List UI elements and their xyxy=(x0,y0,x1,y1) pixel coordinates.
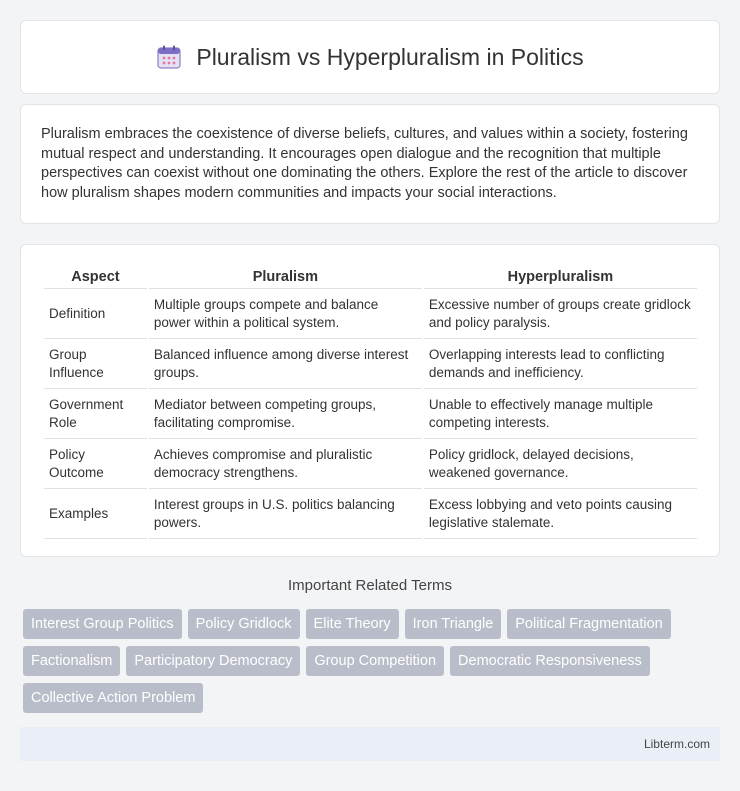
header-card xyxy=(20,20,720,94)
calendar-icon xyxy=(156,44,182,70)
related-term-tag[interactable]: Factionalism xyxy=(23,646,120,676)
related-term-tag[interactable]: Democratic Responsiveness xyxy=(450,646,650,676)
row-pluralism: Interest groups in U.S. politics balancing powers. xyxy=(149,489,422,539)
related-term-tag[interactable]: Participatory Democracy xyxy=(126,646,300,676)
row-aspect: Examples xyxy=(44,489,147,539)
related-term-tag[interactable]: Iron Triangle xyxy=(405,609,502,639)
title-wrap xyxy=(156,44,583,71)
comparison-table xyxy=(42,265,699,539)
row-aspect: Government Role xyxy=(44,389,147,439)
related-terms-list xyxy=(23,609,723,713)
table-header-row xyxy=(44,265,697,289)
footer-site-link[interactable]: Libterm.com xyxy=(643,737,710,751)
header-pluralism: Pluralism xyxy=(149,265,422,289)
intro-card xyxy=(20,104,720,224)
row-aspect: Definition xyxy=(44,289,147,339)
row-pluralism: Balanced influence among diverse interest groups. xyxy=(149,339,422,389)
table-row xyxy=(44,289,697,339)
related-term-tag[interactable]: Elite Theory xyxy=(306,609,399,639)
table-row xyxy=(44,439,697,489)
related-term-tag[interactable]: Group Competition xyxy=(306,646,444,676)
header-hyperpluralism: Hyperpluralism xyxy=(424,265,697,289)
page-title: Pluralism vs Hyperpluralism in Politics xyxy=(196,43,584,70)
row-hyperpluralism: Excessive number of groups create gridlock and policy paralysis. xyxy=(424,289,697,339)
row-pluralism: Multiple groups compete and balance power within a political system. xyxy=(149,289,422,339)
row-hyperpluralism: Overlapping interests lead to conflicting demands and inefficiency. xyxy=(424,339,697,389)
header-aspect: Aspect xyxy=(44,265,147,289)
related-term-tag[interactable]: Interest Group Politics xyxy=(23,609,182,639)
related-term-tag[interactable]: Collective Action Problem xyxy=(23,683,203,713)
table-row xyxy=(44,339,697,389)
row-hyperpluralism: Unable to effectively manage multiple competing interests. xyxy=(424,389,697,439)
row-hyperpluralism: Excess lobbying and veto points causing legislative stalemate. xyxy=(424,489,697,539)
related-terms-title: Important Related Terms xyxy=(288,577,452,594)
table-row xyxy=(44,389,697,439)
row-hyperpluralism: Policy gridlock, delayed decisions, weakened governance. xyxy=(424,439,697,489)
table-row xyxy=(44,489,697,539)
intro-paragraph: Pluralism embraces the coexistence of diverse beliefs, cultures, and values within a society, fostering mutual respect and understanding. It encourages open dialogue and the recognition that multiple perspectives can coexist without one dominating the others. Explore the rest of the article to discover how pluralism shapes modern communities and impacts your social interactions. xyxy=(41,126,688,201)
row-pluralism: Achieves compromise and pluralistic democracy strengthens. xyxy=(149,439,422,489)
footer xyxy=(20,727,720,761)
row-aspect: Group Influence xyxy=(44,339,147,389)
row-pluralism: Mediator between competing groups, facilitating compromise. xyxy=(149,389,422,439)
related-term-tag[interactable]: Political Fragmentation xyxy=(507,609,671,639)
related-term-tag[interactable]: Policy Gridlock xyxy=(188,609,300,639)
row-aspect: Policy Outcome xyxy=(44,439,147,489)
comparison-table-card xyxy=(20,244,720,557)
